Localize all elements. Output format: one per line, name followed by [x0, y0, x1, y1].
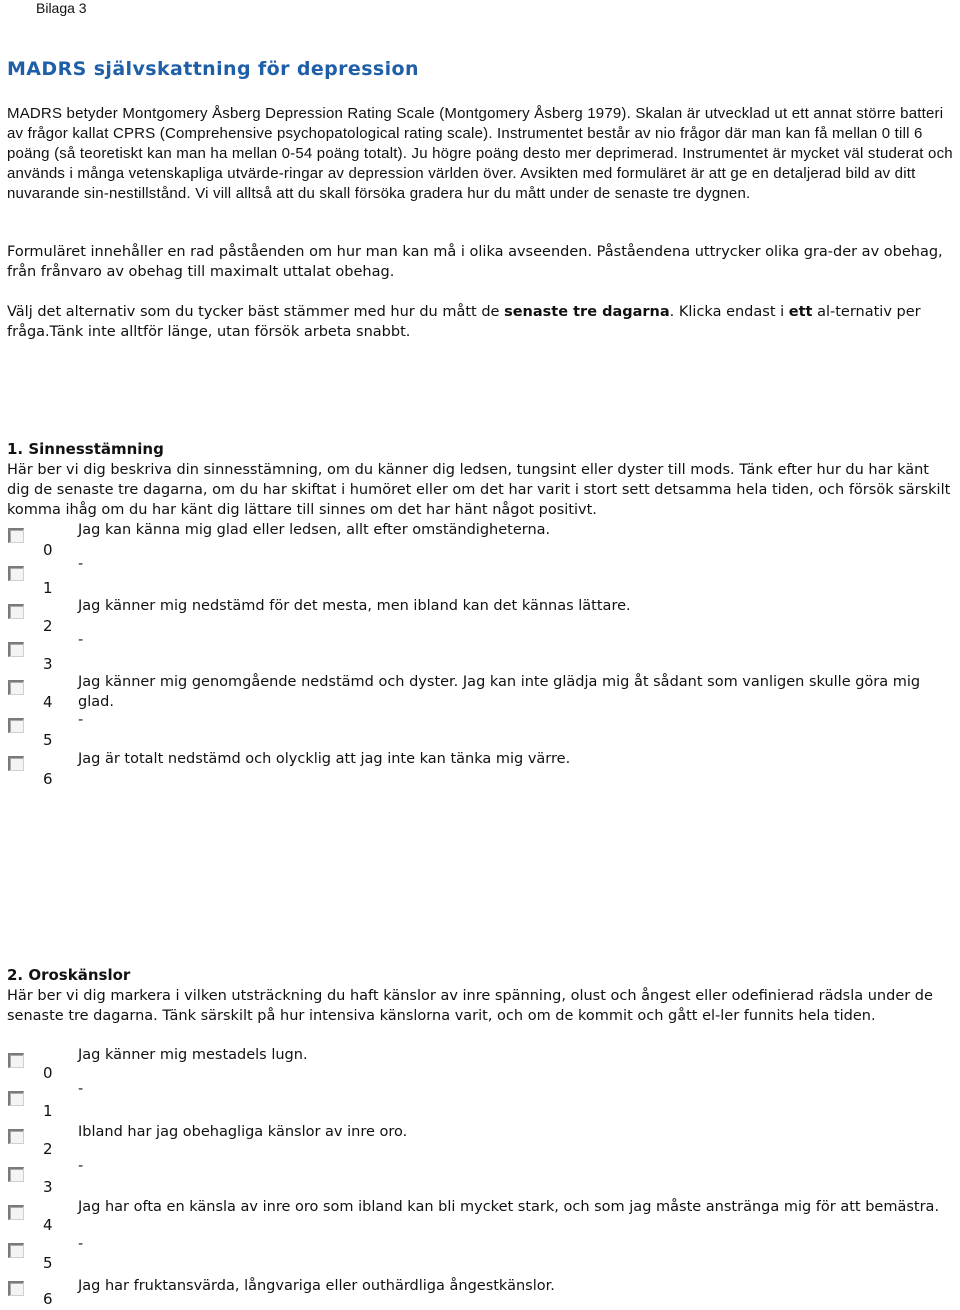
- separator-dash: -: [78, 712, 84, 728]
- intro-text-3: [7, 302, 955, 342]
- separator-dash: -: [78, 632, 84, 648]
- scale-value: 2: [43, 617, 53, 635]
- answer-statement: Jag känner mig nedstämd för det mesta, men ibland kan det kännas lättare.: [78, 598, 631, 614]
- scale-value: 1: [43, 1102, 53, 1120]
- answer-statement: Jag känner mig genomgående nedstämd och dyster. Jag kan inte glädja mig åt sådant som vanligen skulle göra mig glad.: [78, 674, 921, 710]
- intro-paragraph-3: [7, 302, 955, 342]
- answer-checkbox-4[interactable]: [8, 680, 24, 695]
- question-description: Här ber vi dig markera i vilken utsträckning du haft känslor av inre spänning, olust och ångest eller odefinierad rädsla under de senaste tre dagarna. Tänk särskilt på hur intensiva känslorna varit, och om de kommit och gått el-ler funnits hela tiden.: [7, 988, 933, 1024]
- answer-statement: Jag kan känna mig glad eller ledsen, allt efter omständigheterna.: [78, 522, 551, 538]
- answer-checkbox-6[interactable]: [8, 756, 24, 771]
- question-title: 1. Sinnesstämning: [7, 440, 164, 458]
- intro-text: MADRS betyder Montgomery Åsberg Depression Rating Scale (Montgomery Åsberg 1979). Skalan är utvecklad ut ett annat större batteri av frågor kallat CPRS (Comprehensive psychopatological rating scale). Instrumentet består av nio frågor där man kan få mellan 0 till 6 poäng (så teoretiskt kan man ha mellan 0-54 poäng totalt). Ju högre poäng desto mer deprimerad. Instrumentet är mycket väl studerat och används i många vetenskapliga utvärde-ringar av depression världen över. Avsikten med formuläret är att ge en detaljerad bild av ditt nuvarande sin-nestillstånd. Vi vill alltså att du skall försöka gradera hur du mått under de senaste tre dygnen.: [7, 105, 953, 202]
- scale-value: 3: [43, 655, 53, 673]
- scale-value: 4: [43, 1216, 53, 1234]
- question-title: 2. Oroskänslor: [7, 966, 131, 984]
- page-label: Bilaga 3: [36, 0, 87, 16]
- answer-checkbox-0[interactable]: [8, 1053, 24, 1068]
- scale-value: 6: [43, 770, 53, 788]
- answer-checkbox-4[interactable]: [8, 1205, 24, 1220]
- scale-value: 6: [43, 1290, 53, 1308]
- answer-statement: Jag har fruktansvärda, långvariga eller outhärdliga ångestkänslor.: [78, 1278, 555, 1294]
- separator-dash: -: [78, 1081, 84, 1097]
- instruction-text: al-ternativ per fråga.Tänk inte alltför länge, utan försök arbeta snabbt.: [7, 304, 921, 340]
- answer-checkbox-6[interactable]: [8, 1281, 24, 1296]
- separator-dash: -: [78, 1158, 84, 1174]
- instruction-emphasis: ett: [788, 304, 813, 320]
- intro-paragraph: [7, 104, 955, 204]
- answer-checkbox-2[interactable]: [8, 1129, 24, 1144]
- answer-checkbox-0[interactable]: [8, 528, 24, 543]
- answer-checkbox-2[interactable]: [8, 604, 24, 619]
- scale-value: 2: [43, 1140, 53, 1158]
- answer-checkbox-5[interactable]: [8, 718, 24, 733]
- separator-dash: -: [78, 556, 84, 572]
- instruction-emphasis: senaste tre dagarna: [504, 304, 670, 320]
- intro-text-2: Formuläret innehåller en rad påståenden om hur man kan må i olika avseenden. Påståendena uttrycker olika gra-der av obehag, från frånvaro av obehag till maximalt uttalat obehag.: [7, 244, 943, 280]
- answer-statement: Jag har ofta en känsla av inre oro som ibland kan bli mycket stark, och som jag måste anstränga mig för att bemästra.: [78, 1199, 940, 1215]
- answer-checkbox-5[interactable]: [8, 1243, 24, 1258]
- answer-checkbox-1[interactable]: [8, 1091, 24, 1106]
- instruction-text: . Klicka endast i: [669, 304, 789, 320]
- scale-value: 3: [43, 1178, 53, 1196]
- intro-paragraph-2: [7, 242, 955, 282]
- answer-checkbox-3[interactable]: [8, 642, 24, 657]
- answer-statement: Jag är totalt nedstämd och olycklig att jag inte kan tänka mig värre.: [78, 751, 571, 767]
- answer-statement: Ibland har jag obehagliga känslor av inre oro.: [78, 1124, 408, 1140]
- scale-value: 5: [43, 1254, 53, 1272]
- instruction-text: Välj det alternativ som du tycker bäst stämmer med hur du mått de: [7, 304, 505, 320]
- scale-value: 5: [43, 731, 53, 749]
- scale-value: 1: [43, 579, 53, 597]
- answer-checkbox-3[interactable]: [8, 1167, 24, 1182]
- scale-value: 0: [43, 1064, 53, 1082]
- separator-dash: -: [78, 1236, 84, 1252]
- answer-statement: Jag känner mig mestadels lugn.: [78, 1047, 308, 1063]
- scale-value: 0: [43, 541, 53, 559]
- question-description: Här ber vi dig beskriva din sinnesstämning, om du känner dig ledsen, tungsint eller dyster till mods. Tänk efter hur du har känt dig de senaste tre dagarna, om du har skiftat i humöret eller om det har varit i stort sett detsamma hela tiden, och försök särskilt komma ihåg om du har känt dig lättare till sinnes om det har hänt något positivt.: [7, 462, 951, 518]
- answer-checkbox-1[interactable]: [8, 566, 24, 581]
- scale-value: 4: [43, 693, 53, 711]
- page-title: MADRS självskattning för depression: [7, 58, 419, 80]
